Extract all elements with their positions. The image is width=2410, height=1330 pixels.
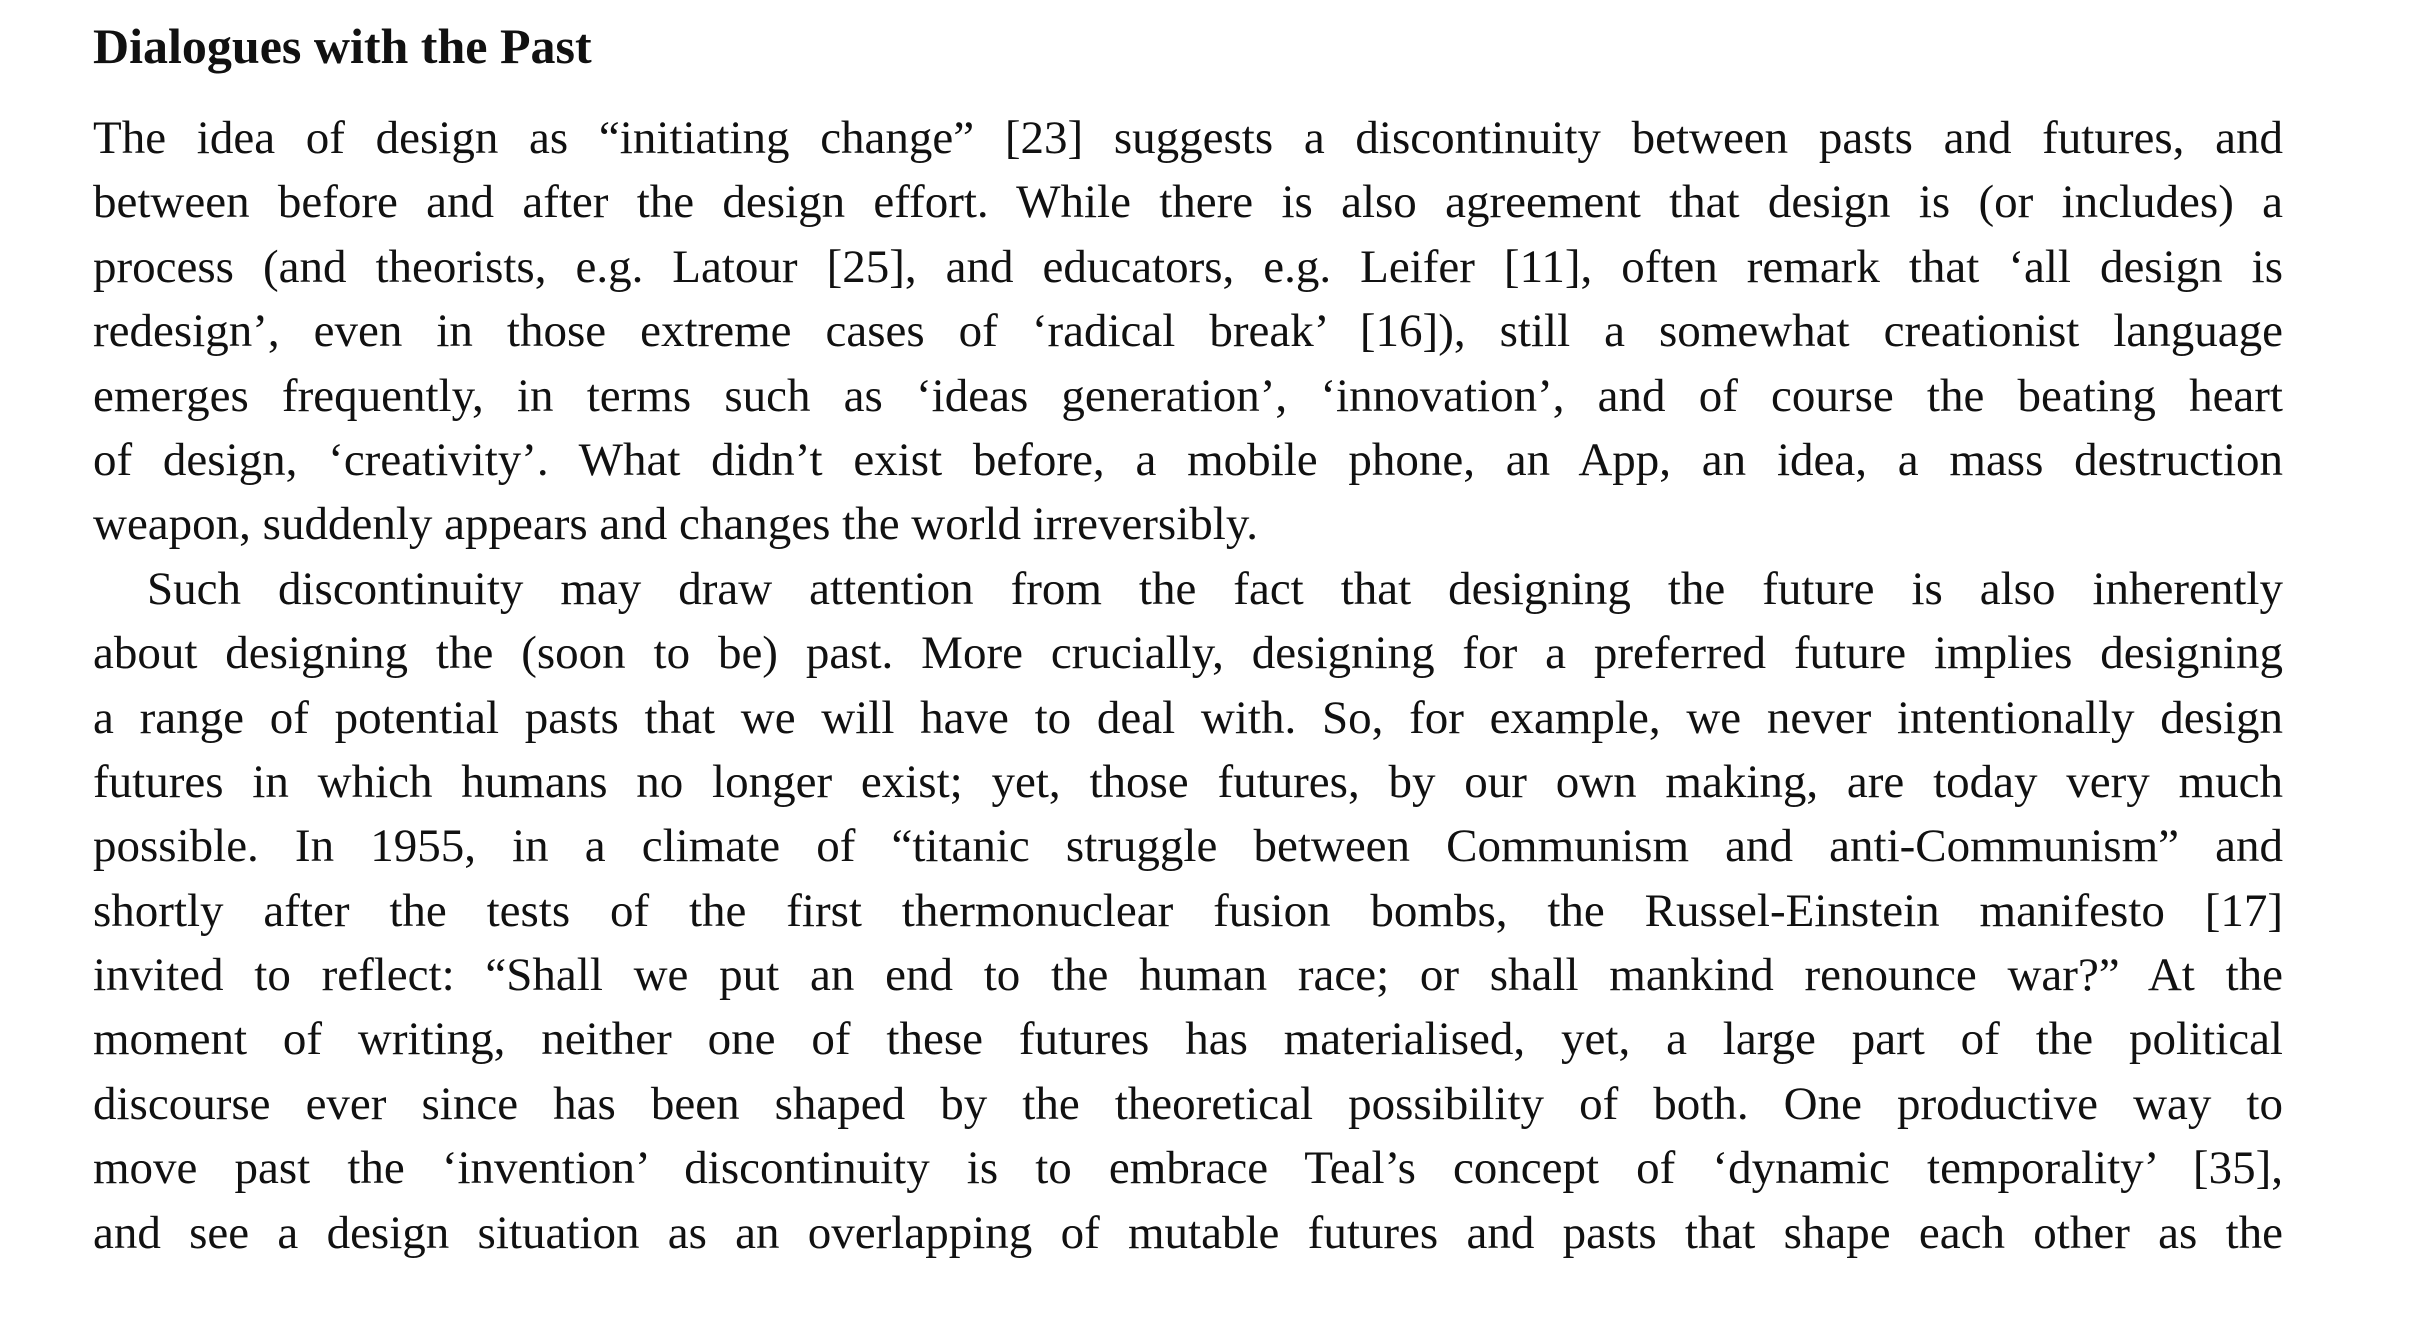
paragraph-line: about designing the (soon to be) past. More crucially, designing for a preferred future implies designing bbox=[93, 627, 2283, 680]
section-heading: Dialogues with the Past bbox=[93, 18, 592, 74]
paragraph-line: between before and after the design effort. While there is also agreement that design is (or includes) a bbox=[93, 176, 2283, 229]
paragraph-line: The idea of design as “initiating change” [23] suggests a discontinuity between pasts and futures, and bbox=[93, 112, 2283, 164]
paragraph-line bbox=[93, 1265, 2283, 1329]
paragraph-1 bbox=[93, 106, 2293, 557]
paragraph-line: and see a design situation as an overlapping of mutable futures and pasts that shape each other as the bbox=[93, 1206, 2283, 1259]
paragraph-line: futures in which humans no longer exist; yet, those futures, by our own making, are today very much bbox=[93, 755, 2283, 808]
paragraph-line: of design, ‘creativity’. What didn’t exist before, a mobile phone, an App, an idea, a mass destruction bbox=[93, 433, 2283, 486]
paragraph-line: possible. In 1955, in a climate of “titanic struggle between Communism and anti-Communism” and bbox=[93, 820, 2283, 873]
paragraph-line: weapon, suddenly appears and changes the world irreversibly. bbox=[93, 498, 1259, 551]
paragraph-line: emerges frequently, in terms such as ‘ideas generation’, ‘innovation’, and of course the beating heart bbox=[93, 369, 2283, 422]
paragraph-line: shortly after the tests of the first thermonuclear fusion bombs, the Russel-Einstein manifesto [17] bbox=[93, 884, 2283, 937]
paragraph-line: process (and theorists, e.g. Latour [25], and educators, e.g. Leifer [11], often remark that ‘all design is bbox=[93, 240, 2283, 293]
paragraph-line: a range of potential pasts that we will have to deal with. So, for example, we never intentionally design bbox=[93, 691, 2283, 744]
paragraph-line: discourse ever since has been shaped by the theoretical possibility of both. One productive way to bbox=[93, 1077, 2283, 1130]
paragraph-line: redesign’, even in those extreme cases of ‘radical break’ [16]), still a somewhat creationist language bbox=[93, 305, 2283, 358]
paragraph-line: moment of writing, neither one of these futures has materialised, yet, a large part of the political bbox=[93, 1013, 2283, 1066]
paragraph-line: invited to reflect: “Shall we put an end to the human race; or shall mankind renounce war?” At the bbox=[93, 949, 2283, 1002]
paragraph-2 bbox=[93, 557, 2293, 1330]
paragraph-line: move past the ‘invention’ discontinuity is to embrace Teal’s concept of ‘dynamic temporality’ [35], bbox=[93, 1142, 2283, 1195]
document-page bbox=[93, 14, 2293, 1329]
paragraph-line: Such discontinuity may draw attention from the fact that designing the future is also inherently bbox=[147, 562, 2283, 615]
